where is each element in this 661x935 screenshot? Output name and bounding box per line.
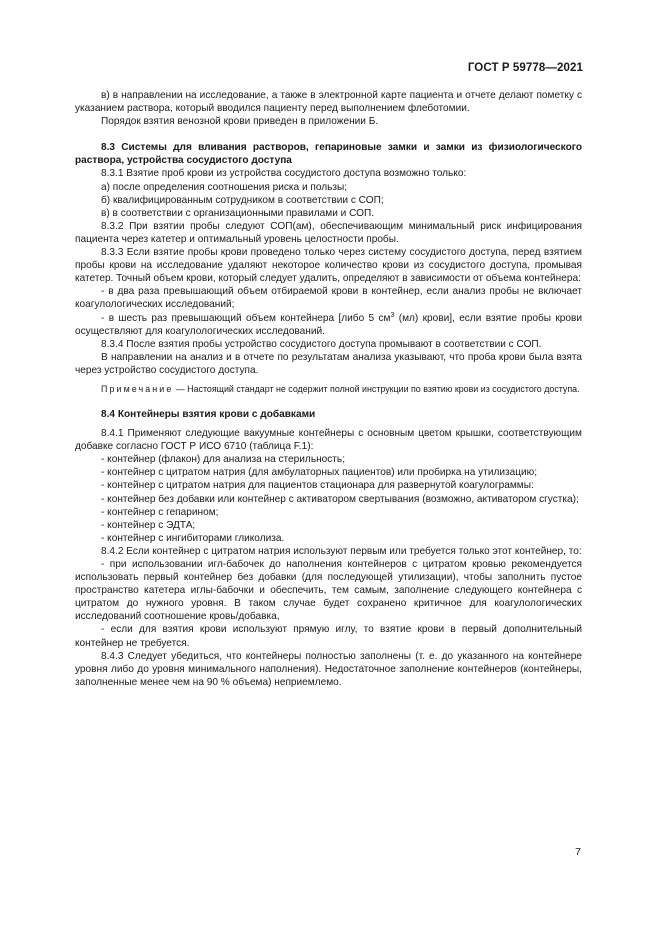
dash-item-text: в два раза превышающий объем отбираемой крови в контейнер, если анализ пробы не включает коагулологических исследований; — [75, 286, 583, 311]
list-item-text: контейнер с ингибиторами гликолиза. — [107, 532, 285, 544]
list-item: - контейнер с ЭДТА; — [101, 519, 196, 531]
paragraph: 8.3.1 Взятие проб крови из устройства сосудистого доступа возможно только: — [101, 168, 467, 180]
paragraph: 8.3.4 После взятия пробы устройство сосудистого доступа промывают в соответствии с СОП. — [101, 338, 542, 350]
list-item-text: контейнер (флакон) для анализа на стерильность; — [107, 454, 345, 466]
list-item: - контейнер с цитратом натрия (для амбулаторных пациентов) или пробирка на утилизацию; — [101, 467, 538, 479]
list-item: а) после определения соотношения риска и пользы; — [101, 181, 348, 193]
paragraph: В направлении на анализ и в отчете по результатам анализа указывают, что проба крови была взята через устройство сосудистого доступа. — [75, 351, 582, 376]
paragraph: 8.4.1 Применяют следующие вакуумные контейнеры с основным цветом крышки, соответствующим добавке согласно ГОСТ Р ИСО 6710 (таблица F.1): — [75, 428, 582, 453]
note-label: Примечание — [101, 383, 174, 394]
list-item-text: контейнер с гепарином; — [107, 506, 219, 518]
list-item: б) квалифицированным сотрудником в соответствии с СОП; — [101, 194, 384, 206]
container-list — [75, 453, 582, 545]
list-item: - контейнер без добавки или контейнер с активатором свертывания (возможно, активатором сгустка); — [101, 493, 579, 505]
paragraph: 8.3.3 Если взятие пробы крови проведено только через систему сосудистого доступа, перед взятием пробы крови на исследование удаляют некоторое количество крови из сосудистого доступа, промывая катетер. Точный объем крови, который следует удалить, определяют в зависимости от объема контейнера: — [75, 247, 582, 285]
list-item-text: контейнер с ЭДТА; — [107, 519, 196, 531]
dash-item: - при использовании игл-бабочек до наполнения контейнеров с цитратом кровью рекомендуется использовать первый контейнер без добавки (для последующей утилизации), чтобы заполнить пустое пространство катетера иглы-бабочки и обеспечить, тем самым, заполнение следующего контейнера с цитратом до нужного уровня. В таком случае будет сохранено критичное для коагулологических исследований соотношение кровь/добавка, — [75, 559, 583, 623]
list-item: в) в соответствии с организационными правилами и СОП. — [101, 207, 375, 219]
dash-item: - если для взятия крови используют прямую иглу, то взятие крови в первый дополнительный контейнер не требуется. — [75, 624, 582, 649]
dash-item-text: в шесть раз превышающий объем контейнера [либо 5 см — [108, 312, 391, 324]
superscript: 3 — [390, 311, 395, 319]
dash-item: - в два раза превышающий объем отбираемой крови в контейнер, если анализ пробы не включает коагулологических исследований; — [75, 286, 583, 311]
section-heading-8-3: 8.3 Системы для вливания растворов, гепариновые замки и замки из физиологического раствора, устройства сосудистого доступа — [75, 142, 582, 167]
list-item: - контейнер с цитратом натрия для пациентов стационара для развернутой коагулограммы: — [101, 480, 534, 492]
note — [75, 383, 582, 395]
paragraph: 8.4.2 Если контейнер с цитратом натрия используют первым или требуется только этот контейнер, то: — [101, 545, 582, 557]
document-body — [75, 89, 582, 689]
list-item-text: контейнер без добавки или контейнер с активатором свертывания (возможно, активатором сгустка); — [107, 493, 579, 505]
dash-item: - в шесть раз превышающий объем контейнера [либо 5 $см^3$ (мл) крови], если взятие пробы крови осуществляют для коагулологических исследований. — [75, 311, 582, 337]
paragraph: 8.3.2 При взятии пробы следуют СОП(ам), обеспечивающим минимальный риск инфицирования пациента через катетер и оптимальный уровень целостности пробы. — [75, 220, 582, 245]
list-item: - контейнер (флакон) для анализа на стерильность; — [101, 454, 345, 466]
dash-item-text: при использовании игл-бабочек до наполнения контейнеров с цитратом кровью рекомендуется использовать первый контейнер без добавки (для последующей утилизации), чтобы заполнить пустое пространство катетера иглы-бабочки и обеспечить, тем самым, заполнение следующего контейнера с цитратом до нужного уровня. В таком случае будет сохранено критичное для коагулологических исследований соотношение кровь/добавка, — [75, 559, 583, 623]
list-item: - контейнер с гепарином; — [101, 506, 219, 518]
list-item: - контейнер с ингибиторами гликолиза. — [101, 532, 285, 544]
dash-item-text: если для взятия крови используют прямую иглу, то взятие крови в первый дополнительный контейнер не требуется. — [75, 624, 582, 649]
page-number: 7 — [575, 846, 581, 858]
dash-item-text: (мл) крови], если взятие пробы крови осуществляют для коагулологических исследований. — [75, 312, 582, 337]
note-text: — Настоящий стандарт не содержит полной инструкции по взятию крови из сосудистого доступа. — [173, 383, 580, 394]
section-heading-8-4: 8.4 Контейнеры взятия крови с добавками — [101, 408, 316, 420]
list-item-text: контейнер с цитратом натрия (для амбулаторных пациентов) или пробирка на утилизацию; — [107, 467, 538, 479]
paragraph: Порядок взятия венозной крови приведен в приложении Б. — [101, 116, 379, 128]
document-id: ГОСТ Р 59778—2021 — [467, 62, 583, 74]
paragraph: 8.4.3 Следует убедиться, что контейнеры полностью заполнены (т. е. до указанного на контейнере уровня либо до уровня минимального наполнения). Недостаточное заполнение контейнеров (контейнеры, заполненные менее чем на 90 % объема) неприемлемо. — [75, 650, 582, 688]
paragraph: в) в направлении на исследование, а также в электронной карте пациента и отчете делают пометку с указанием раствора, который вводился пациенту перед выполнением флеботомии. — [75, 90, 582, 115]
list-item-text: контейнер с цитратом натрия для пациентов стационара для развернутой коагулограммы: — [107, 480, 534, 492]
